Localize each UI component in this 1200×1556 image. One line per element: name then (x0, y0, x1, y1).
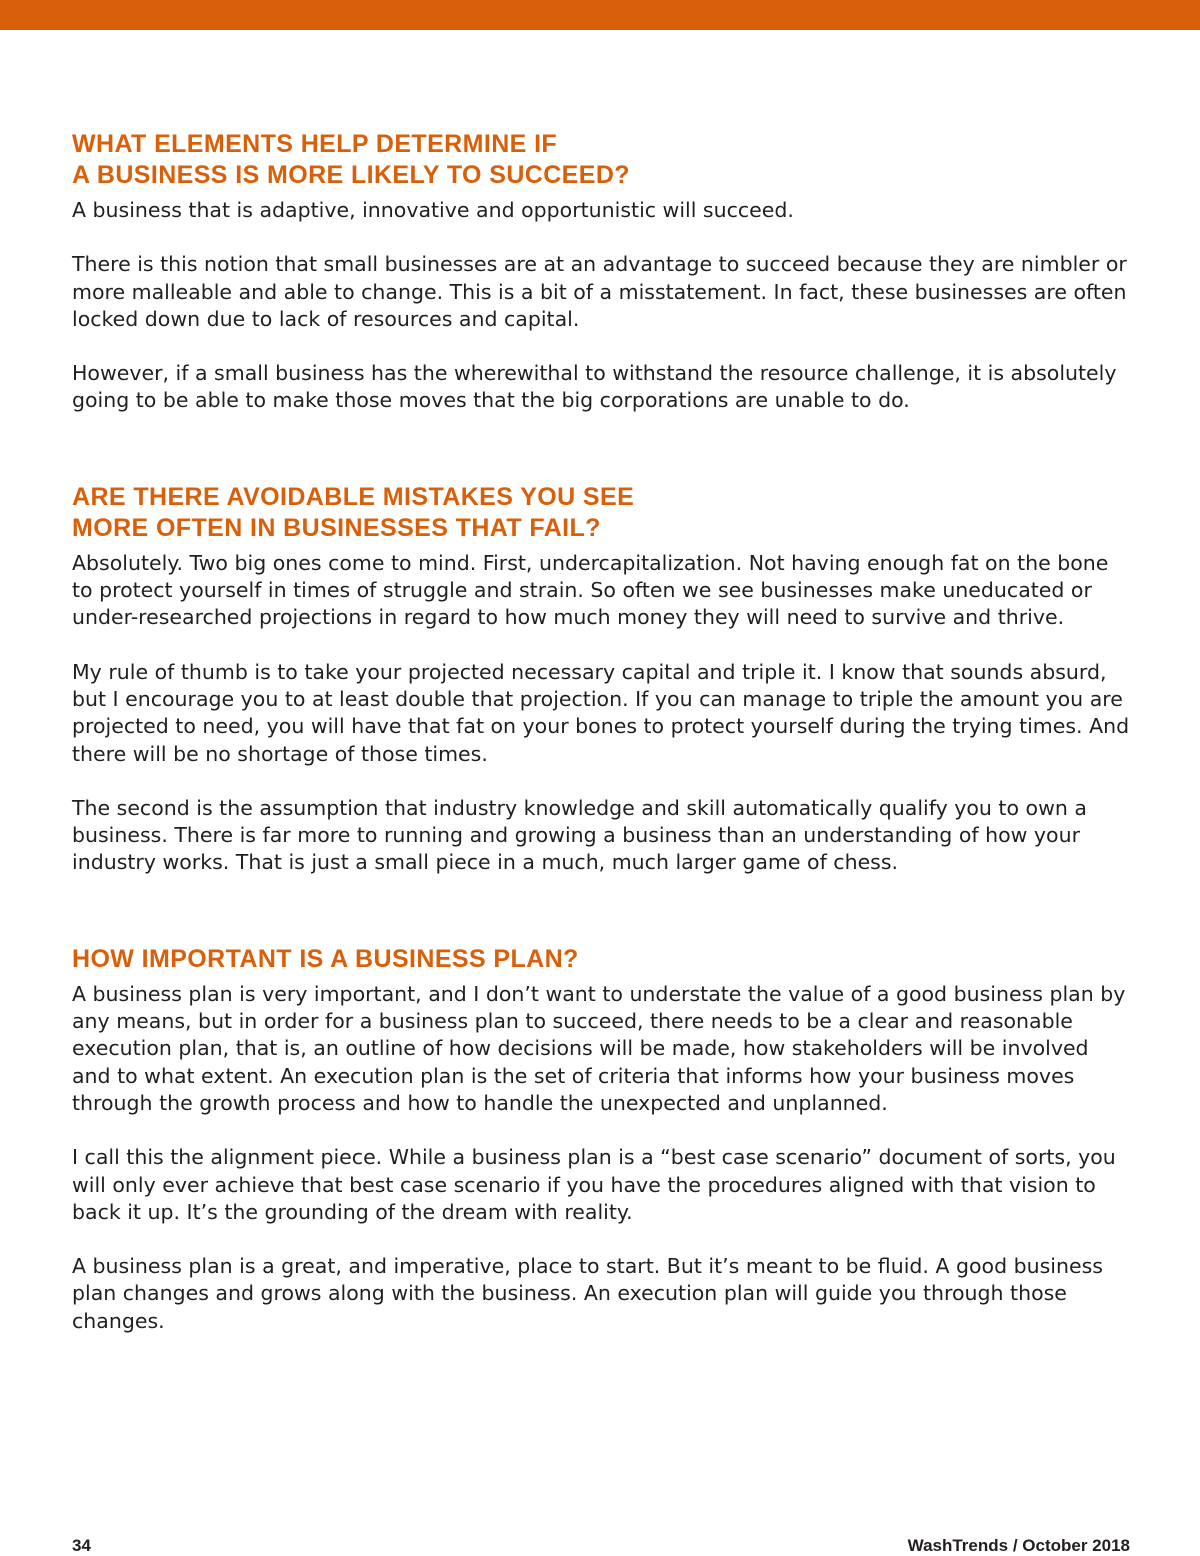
paragraph: However, if a small business has the wherewithal to withstand the resource challenge, it is absolutely going to be able to make those moves that the big corporations are unable to do. (72, 361, 1117, 413)
paragraph: Absolutely. Two big ones come to mind. First, undercapitalization. Not having enough fat on the bone to protect yourself in times of struggle and strain. So often we see businesses make uneducated or under-researched projections in regard to how much money they will need to survive and thrive. (72, 550, 1109, 630)
paragraph: The second is the assumption that industry knowledge and skill automatically qualify you to own a business. There is far more to running and growing a business than an understanding of how your industry works. That is just a small piece in a much, much larger game of chess. (72, 795, 1087, 875)
section-heading (72, 129, 1132, 191)
heading-line: HOW IMPORTANT IS A BUSINESS PLAN? (72, 944, 579, 973)
heading-line: ARE THERE AVOIDABLE MISTAKES YOU SEE (72, 482, 635, 511)
publication-info: WashTrends / October 2018 (907, 1536, 1130, 1555)
paragraph: There is this notion that small businesses are at an advantage to succeed because they are nimbler or more malleable and able to change. This is a bit of a misstatement. In fact, these businesses are often locked down due to lack of resources and capital. (72, 252, 1127, 331)
paragraph: A business plan is a great, and imperative, place to start. But it’s meant to be fluid. A good business plan changes and grows along with the business. An execution plan will guide you through those changes. (72, 1254, 1103, 1333)
section-business-plan (72, 944, 1132, 1335)
section-avoidable-mistakes (72, 482, 1132, 877)
paragraph: I call this the alignment piece. While a business plan is a “best case scenario” document of sorts, you will only ever achieve that best case scenario if you have the procedures aligned with that vision to back it up. It’s the grounding of the dream with reality. (72, 1145, 1116, 1224)
paragraph: A business plan is very important, and I don’t want to understate the value of a good business plan by any means, but in order for a business plan to succeed, there needs to be a clear and reasonable execution plan, that is, an outline of how decisions will be made, how stakeholders will be involved and to what extent. An execution plan is the set of criteria that informs how your business moves through the growth process and how to handle the unexpected and unplanned. (72, 981, 1126, 1115)
top-accent-bar (0, 0, 1200, 30)
page-number: 34 (72, 1536, 91, 1555)
heading-line: A BUSINESS IS MORE LIKELY TO SUCCEED? (72, 161, 630, 189)
heading-line: WHAT ELEMENTS HELP DETERMINE IF (72, 130, 558, 158)
section-heading (72, 482, 1132, 544)
heading-line: MORE OFTEN IN BUSINESSES THAT FAIL? (72, 513, 601, 542)
section-heading (72, 944, 1132, 975)
section-business-success (72, 129, 1132, 415)
paragraph: A business that is adaptive, innovative and opportunistic will succeed. (72, 198, 794, 222)
paragraph: My rule of thumb is to take your projected necessary capital and triple it. I know that sounds absurd, but I encourage you to at least double that projection. If you can manage to triple the amount you are projected to need, you will have that fat on your bones to protect yourself during the trying times. And there will be no shortage of those times. (72, 659, 1130, 766)
article-body (72, 129, 1132, 1335)
